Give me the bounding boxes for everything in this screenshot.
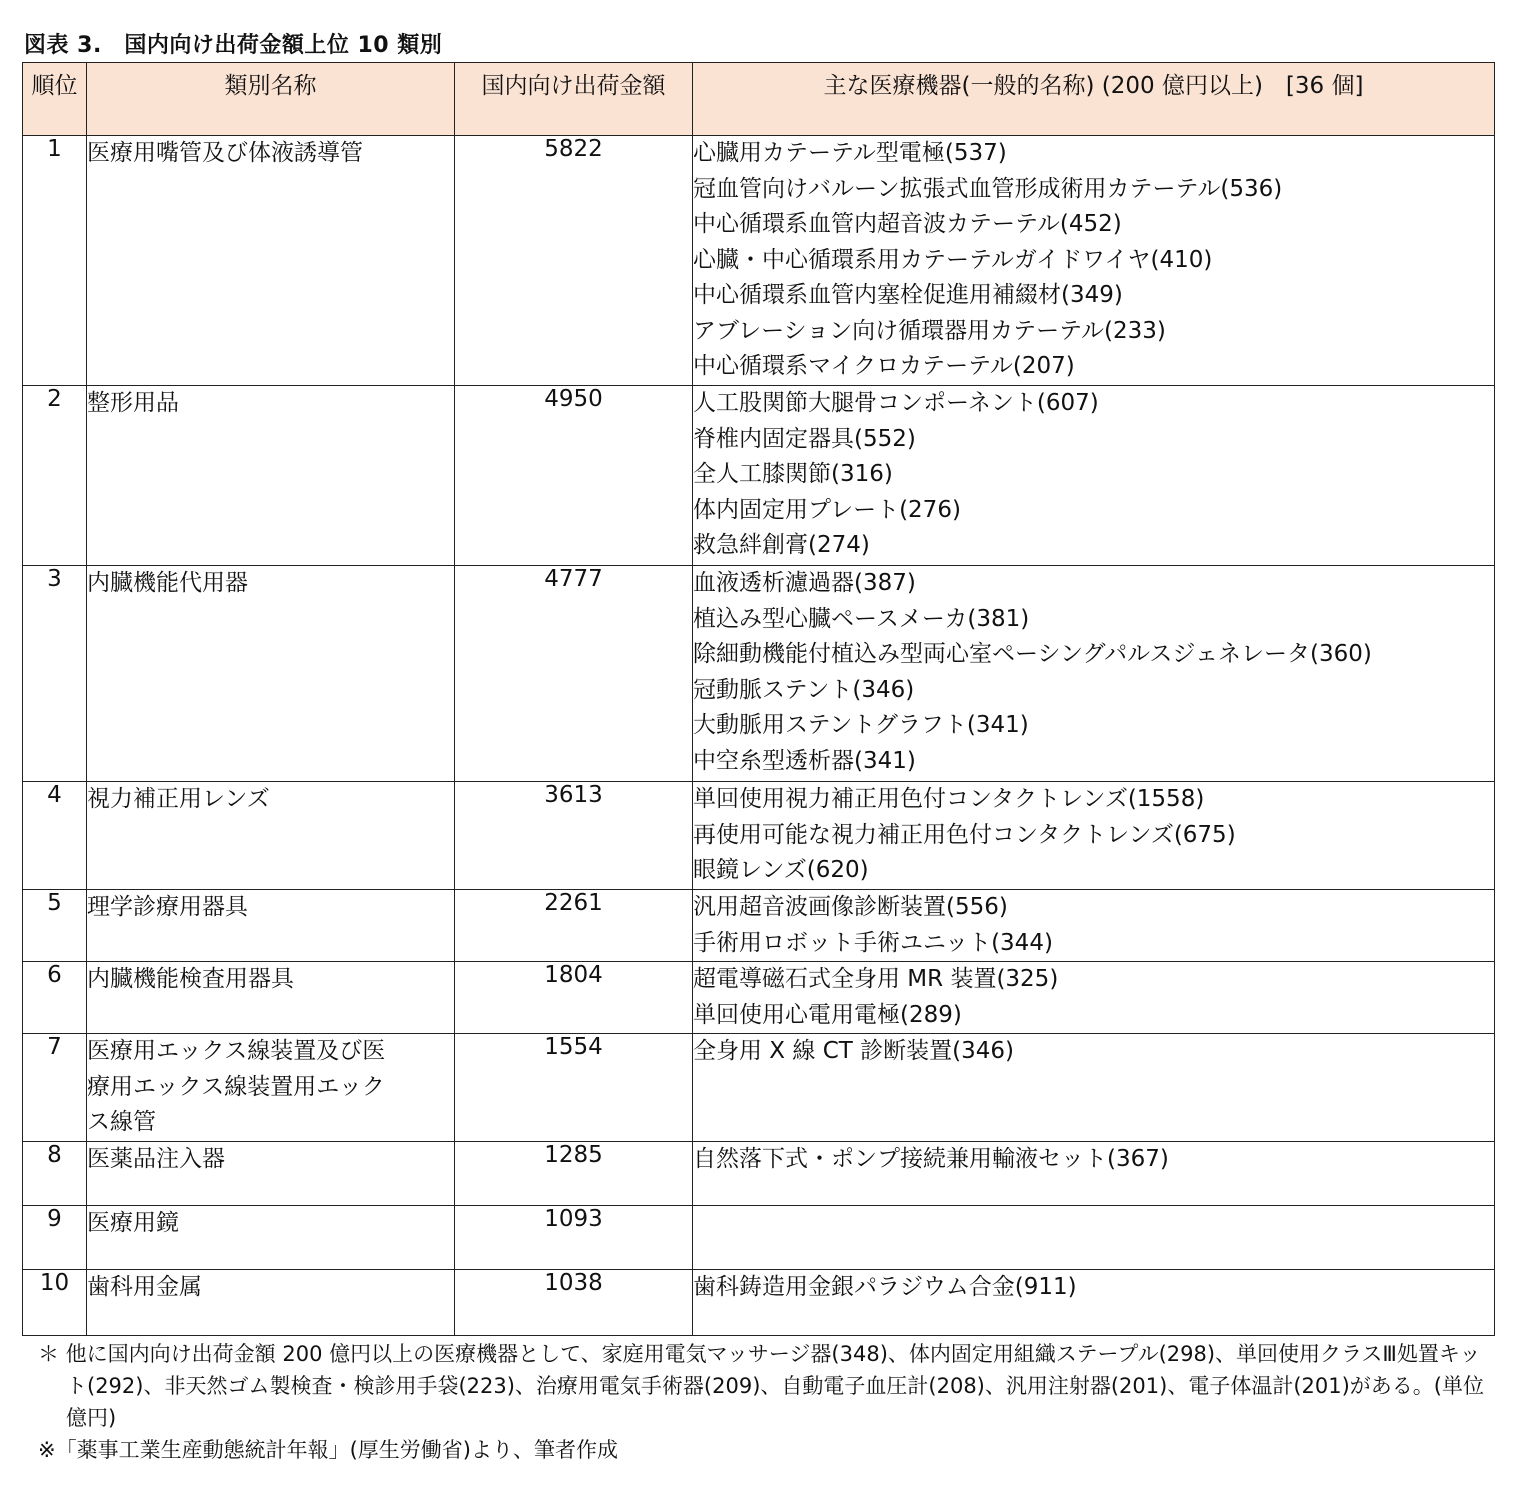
category-name-line: 視力補正用レンズ <box>87 786 270 812</box>
table-row <box>23 1142 1495 1206</box>
category-name-line: 医療用エックス線装置及び医 <box>87 1038 386 1064</box>
rank-cell: 5 <box>23 890 87 962</box>
device-item: 眼鏡レンズ(620) <box>693 857 869 883</box>
table-row <box>23 566 1495 782</box>
devices-cell <box>693 1206 1495 1270</box>
category-name-line: 療用エックス線装置用エック <box>87 1073 385 1100</box>
category-cell <box>87 1206 455 1270</box>
header-rank: 順位 <box>23 63 87 136</box>
device-item: 汎用超音波画像診断装置(556) <box>693 894 1008 920</box>
amount-cell: 3613 <box>455 782 693 890</box>
device-item: 中空糸型透析器(341) <box>693 747 916 774</box>
footnotes <box>38 1338 1505 1466</box>
category-cell <box>87 566 455 782</box>
category-name-line: 医薬品注入器 <box>87 1146 225 1172</box>
table-row <box>23 1270 1495 1336</box>
table-row <box>23 136 1495 386</box>
table-row <box>23 1034 1495 1142</box>
category-name-line: 医療用鏡 <box>87 1210 179 1236</box>
amount-cell: 1554 <box>455 1034 693 1142</box>
category-cell <box>87 136 455 386</box>
category-cell <box>87 890 455 962</box>
device-item: 超電導磁石式全身用 MR 装置(325) <box>693 966 1059 992</box>
footnote-other-devices: ＊ 他に国内向け出荷金額 200 億円以上の医療機器として、家庭用電気マッサージ器(348)、体内固定用組織ステープル(298)、単回使用クラスⅢ処置キット(292)、非天然ゴム製検査・検診用手袋(223)、治療用電気手術器(209)、自動電子血圧計(208)、汎用注射器(201)、電子体温計(201)がある。(単位 億円) <box>38 1342 1505 1430</box>
device-item: 血液透析濾過器(387) <box>693 570 916 596</box>
rank-cell: 9 <box>23 1206 87 1270</box>
table-row <box>23 782 1495 890</box>
rank-cell: 8 <box>23 1142 87 1206</box>
footnote-source: ※「薬事工業生産動態統計年報」(厚生労働省)より、筆者作成 <box>38 1438 618 1462</box>
device-item: 全人工膝関節(316) <box>693 461 893 487</box>
device-item: 人工股関節大腿骨コンポーネント(607) <box>693 390 1099 416</box>
device-item: 中心循環系マイクロカテーテル(207) <box>693 353 1075 379</box>
device-item: 単回使用視力補正用色付コンタクトレンズ(1558) <box>693 786 1205 812</box>
rank-cell: 3 <box>23 566 87 782</box>
device-item: 植込み型心臓ペースメーカ(381) <box>693 605 1030 632</box>
figure-title: 図表 3. 国内向け出荷金額上位 10 類別 <box>24 33 443 58</box>
header-devices: 主な医療機器(一般的名称) (200 億円以上) [36 個] <box>693 63 1495 136</box>
device-item: 再使用可能な視力補正用色付コンタクトレンズ(675) <box>693 821 1236 848</box>
rank-cell: 2 <box>23 386 87 566</box>
shipment-table <box>22 62 1495 1336</box>
amount-cell: 4777 <box>455 566 693 782</box>
device-item: 手術用ロボット手術ユニット(344) <box>693 929 1053 956</box>
rank-cell: 6 <box>23 962 87 1034</box>
devices-cell <box>693 136 1495 386</box>
category-cell <box>87 782 455 890</box>
category-name-line: 医療用嘴管及び体液誘導管 <box>87 140 363 166</box>
category-name-line: 内臓機能代用器 <box>87 570 248 596</box>
devices-cell <box>693 890 1495 962</box>
device-item: 冠血管向けバルーン拡張式血管形成術用カテーテル(536) <box>693 175 1283 202</box>
rank-cell: 4 <box>23 782 87 890</box>
category-cell <box>87 962 455 1034</box>
category-cell <box>87 1034 455 1142</box>
table-body <box>23 136 1495 1336</box>
category-cell <box>87 386 455 566</box>
amount-cell: 1285 <box>455 1142 693 1206</box>
devices-cell <box>693 782 1495 890</box>
device-item: 心臓・中心循環系用カテーテルガイドワイヤ(410) <box>693 246 1213 273</box>
device-item: 全身用 X 線 CT 診断装置(346) <box>693 1038 1014 1064</box>
device-item: 冠動脈ステント(346) <box>693 676 915 703</box>
devices-cell <box>693 566 1495 782</box>
amount-cell: 1038 <box>455 1270 693 1336</box>
category-name-line: 内臓機能検査用器具 <box>87 966 294 992</box>
devices-cell <box>693 386 1495 566</box>
table-row <box>23 1206 1495 1270</box>
device-item: 歯科鋳造用金銀パラジウム合金(911) <box>693 1274 1077 1300</box>
table-row <box>23 890 1495 962</box>
header-category: 類別名称 <box>87 63 455 136</box>
devices-cell <box>693 1270 1495 1336</box>
category-cell <box>87 1142 455 1206</box>
table-row <box>23 962 1495 1034</box>
device-item: 自然落下式・ポンプ接続兼用輸液セット(367) <box>693 1146 1169 1172</box>
table-row <box>23 386 1495 566</box>
category-name-line: 理学診療用器具 <box>87 894 248 920</box>
device-item: 単回使用心電用電極(289) <box>693 1001 962 1028</box>
device-item: 中心循環系血管内塞栓促進用補綴材(349) <box>693 282 1123 308</box>
devices-cell <box>693 1142 1495 1206</box>
device-item: 脊椎内固定器具(552) <box>693 425 916 452</box>
amount-cell: 1093 <box>455 1206 693 1270</box>
device-item: 救急絆創膏(274) <box>693 532 870 558</box>
table-header <box>23 63 1495 136</box>
amount-cell: 2261 <box>455 890 693 962</box>
devices-cell <box>693 1034 1495 1142</box>
device-item: 体内固定用プレート(276) <box>693 496 961 523</box>
category-name-line: ス線管 <box>87 1109 156 1135</box>
device-item: 心臓用カテーテル型電極(537) <box>693 140 1007 166</box>
rank-cell: 1 <box>23 136 87 386</box>
category-cell <box>87 1270 455 1336</box>
header-amount: 国内向け出荷金額 <box>455 63 693 136</box>
devices-cell <box>693 962 1495 1034</box>
amount-cell: 5822 <box>455 136 693 386</box>
amount-cell: 4950 <box>455 386 693 566</box>
rank-cell: 7 <box>23 1034 87 1142</box>
amount-cell: 1804 <box>455 962 693 1034</box>
category-name-line: 歯科用金属 <box>87 1274 202 1300</box>
category-name-line: 整形用品 <box>87 390 179 416</box>
device-item: 中心循環系血管内超音波カテーテル(452) <box>693 211 1122 237</box>
rank-cell: 10 <box>23 1270 87 1336</box>
device-item: アブレーション向け循環器用カテーテル(233) <box>693 317 1166 344</box>
device-item: 除細動機能付植込み型両心室ペーシングパルスジェネレータ(360) <box>693 641 1372 667</box>
device-item: 大動脈用ステントグラフト(341) <box>693 712 1029 738</box>
